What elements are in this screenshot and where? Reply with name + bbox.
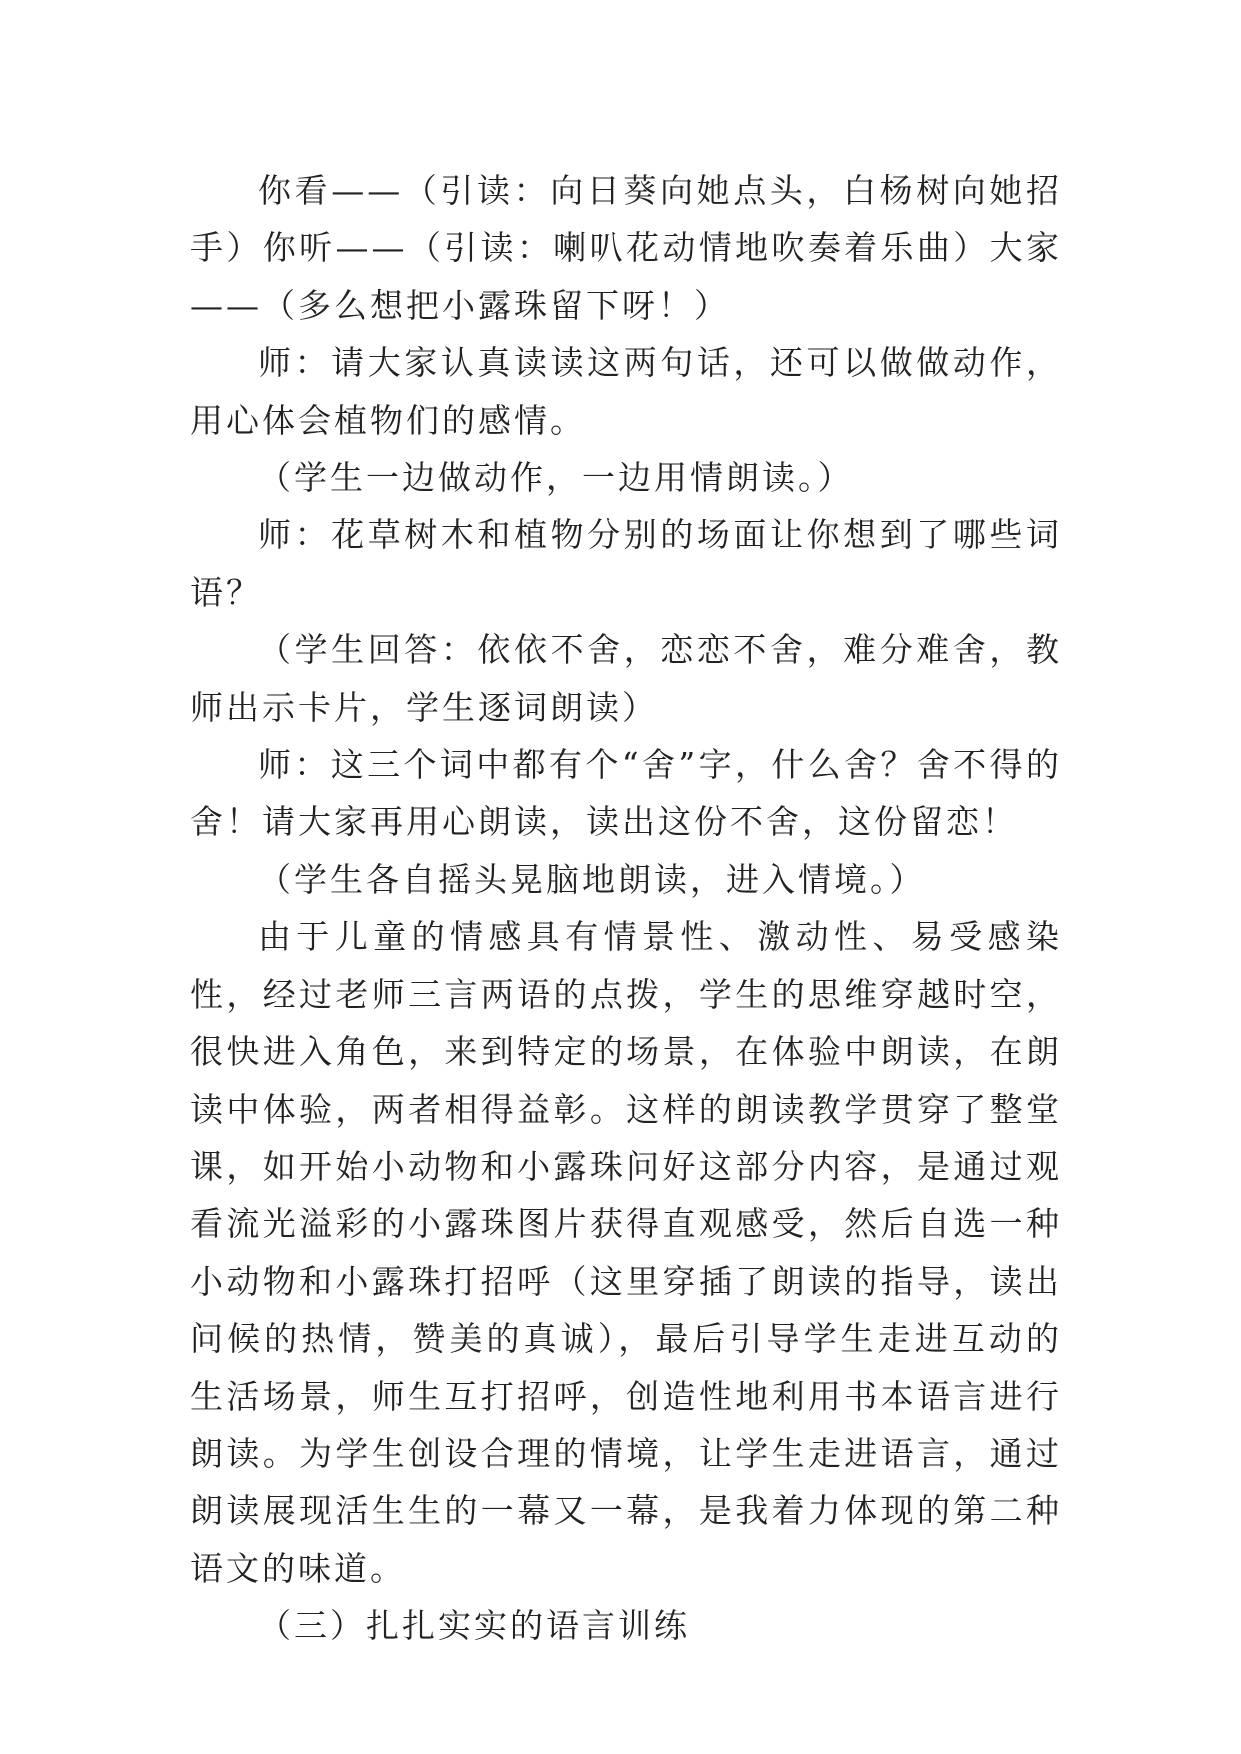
paragraph-student-reading: （学生各自摇头晃脑地朗读，进入情境。） <box>258 859 926 899</box>
paragraph-teacher-she: 师：这三个词中都有个“舍”字，什么舍？舍不得的舍！请大家再用心朗读，读出这份不舍，这份留恋！ <box>190 745 1062 842</box>
paragraph-teacher-instruction: 师：请大家认真读读这两句话，还可以做做动作，用心体会植物们的感情。 <box>190 343 1062 440</box>
paragraph-reading-guide: 你看——（引读：向日葵向她点头，白杨树向她招手）你听——（引读：喇叭花动情地吹奏着乐曲）大家——（多么想把小露珠留下呀！） <box>190 171 1062 325</box>
paragraph-student-answer: （学生回答：依依不舍，恋恋不舍，难分难舍，教师出示卡片，学生逐词朗读） <box>190 630 1062 727</box>
section-heading-language-training: （三）扎扎实实的语言训练 <box>258 1606 690 1646</box>
paragraph-analysis: 由于儿童的情感具有情景性、激动性、易受感染性，经过老师三言两语的点拨，学生的思维穿越时空，很快进入角色，来到特定的场景，在体验中朗读，在朗读中体验，两者相得益彰。这样的朗读教学贯穿了整堂课，如开始小动物和小露珠问好这部分内容，是通过观看流光溢彩的小露珠图片获得直观感受，然后自选一种小动物和小露珠打招呼（这里穿插了朗读的指导，读出问候的热情，赞美的真诚），最后引导学生走进互动的生活场景，师生互打招呼，创造性地利用书本语言进行朗读。为学生创设合理的情境，让学生走进语言，通过朗读展现活生生的一幕又一幕，是我着力体现的第二种语文的味道。 <box>190 917 1062 1588</box>
paragraph-teacher-question: 师：花草树木和植物分别的场面让你想到了哪些词语？ <box>190 515 1062 612</box>
document-body <box>190 162 1062 1655</box>
paragraph-student-action: （学生一边做动作，一边用情朗读。） <box>258 458 854 498</box>
